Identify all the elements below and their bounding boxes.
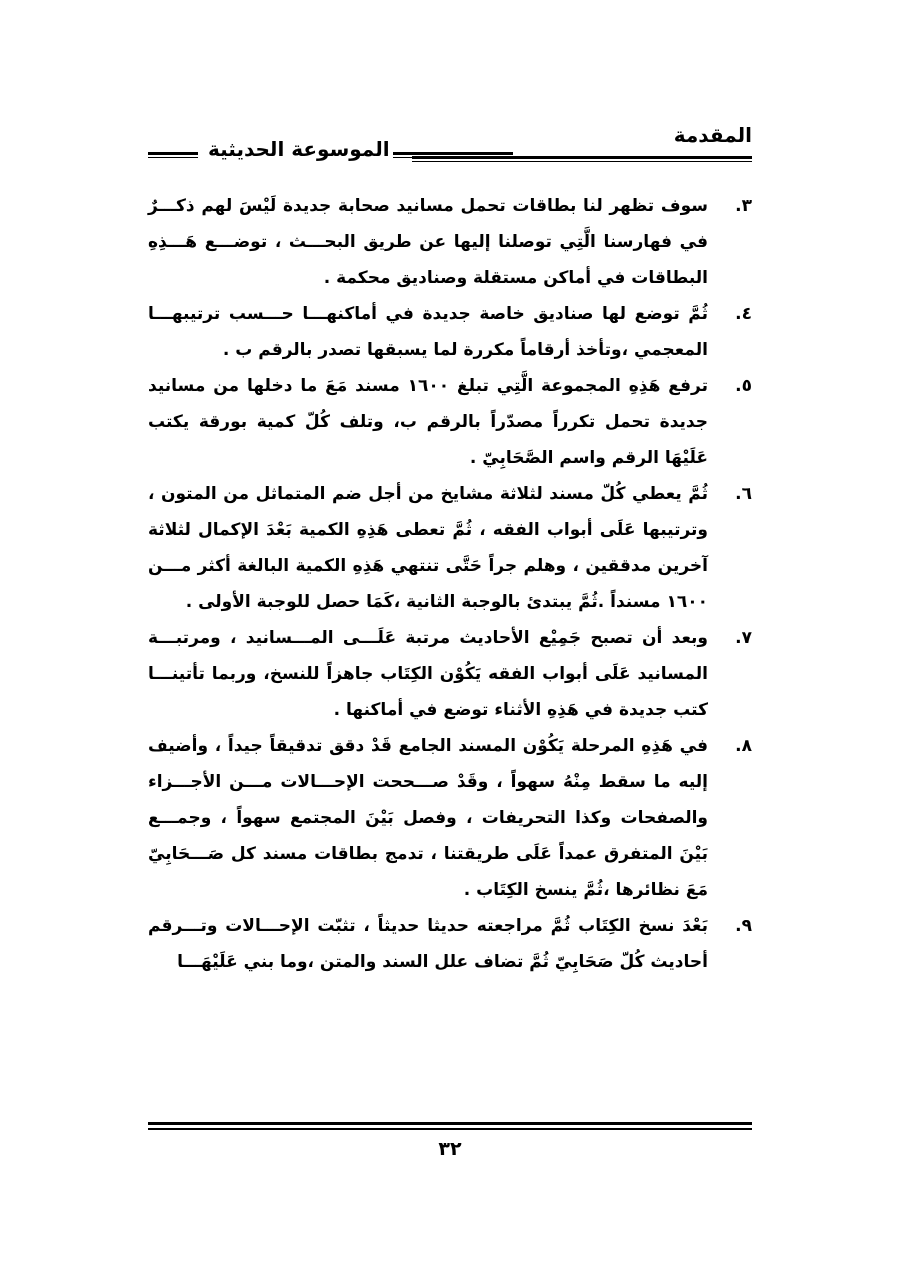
page-number: ٣٢	[438, 1138, 462, 1160]
header-rule-middle-thin	[393, 157, 513, 158]
page-footer	[148, 1122, 752, 1192]
body-text	[148, 188, 752, 980]
list-item	[148, 188, 752, 296]
item-number: ٦.	[735, 484, 752, 504]
item-text: في هَذِهِ المرحلة يَكُوْن المسند الجامع قَدْ دقق تدقيقاً جيداً ، وأضيف إليه ما سقط مِنْهُ سهواً ، وقَدْ صـــححت الإحـــالات مـــن الأجـــزاء والصفحات وكذا التحريفات ، وفصل بَيْنَ المجتمع سهواً ، وجمـــع بَيْنَ المتفرق عمداً عَلَى طريقتنا ، تدمج بطاقات مسند كل صَـــحَابِيّ مَعَ نظائرها ،ثُمَّ ينسخ الكِتَاب .	[148, 736, 708, 900]
list-item	[148, 908, 752, 980]
header-rule-thin	[412, 161, 752, 162]
list-item	[148, 728, 752, 908]
item-text: بَعْدَ نسخ الكِتَاب ثُمَّ مراجعته حديثا حديثاً ، تثبّت الإحـــالات وتـــرقم أحاديث كُلّ صَحَابِيّ ثُمَّ تضاف علل السند والمتن ،وما بني عَلَيْهَـــا	[148, 916, 708, 972]
item-text: وبعد أن تصبح جَمِيْع الأحاديث مرتبة عَلَـــى المـــسانيد ، ومرتبـــة المسانيد عَلَى أبواب الفقه يَكُوْن الكِتَاب جاهزاً للنسخ، وربما تأتينـــا كتب جديدة في هَذِهِ الأثناء توضع في أماكنها .	[148, 628, 708, 720]
book-title: الموسوعة الحديثية	[208, 137, 390, 161]
header-rule-middle	[393, 152, 513, 155]
item-text: ترفع هَذِهِ المجموعة الَّتِي تبلغ ١٦٠٠ مسند مَعَ ما دخلها من مسانيد جديدة تحمل تكرراً مصدّراً بالرقم ب، وتلف كُلّ كمية بورقة يكتب عَلَيْهَا الرقم واسم الصَّحَابِيّ .	[148, 376, 708, 468]
list-item	[148, 476, 752, 620]
section-title: المقدمة	[673, 123, 752, 147]
item-number: ٨.	[735, 736, 752, 756]
item-number: ٩.	[735, 916, 752, 936]
list-item	[148, 368, 752, 476]
page-header	[148, 122, 752, 166]
item-text: ثُمَّ يعطي كُلّ مسند لثلاثة مشايخ من أجل ضم المتماثل من المتون ، وترتيبها عَلَى أبواب الفقه ، ثُمَّ تعطى هَذِهِ الكمية بَعْدَ الإكمال لثلاثة آخرين مدققين ، وهلم جراً حَتَّى تنتهي هَذِهِ الكمية البالغة أكثر مـــن ١٦٠٠ مسنداً .ثُمَّ يبتدئ بالوجبة الثانية ،كَمَا حصل للوجبة الأولى .	[148, 484, 708, 612]
list-item	[148, 620, 752, 728]
list-item	[148, 296, 752, 368]
item-number: ٧.	[735, 628, 752, 648]
item-text: ثُمَّ توضع لها صناديق خاصة جديدة في أماكنهـــا حـــسب ترتيبهـــا المعجمي ،وتأخذ أرقاماً مكررة لما يسبقها تصدر بالرقم ب .	[148, 304, 708, 360]
item-number: ٤.	[735, 304, 752, 324]
header-rule-left	[148, 152, 198, 155]
footer-rule-thin	[148, 1128, 752, 1130]
item-text: سوف تظهر لنا بطاقات تحمل مسانيد صحابة جديدة لَيْسَ لهم ذكـــرٌ في فهارسنا الَّتِي توصلنا إليها عن طريق البحـــث ، توضـــع هَـــذِهِ البطاقات في أماكن مستقلة وصناديق محكمة .	[148, 196, 708, 288]
item-number: ٥.	[735, 376, 752, 396]
header-rule-left-thin	[148, 157, 198, 158]
footer-rule	[148, 1122, 752, 1125]
item-number: ٣.	[735, 196, 752, 216]
